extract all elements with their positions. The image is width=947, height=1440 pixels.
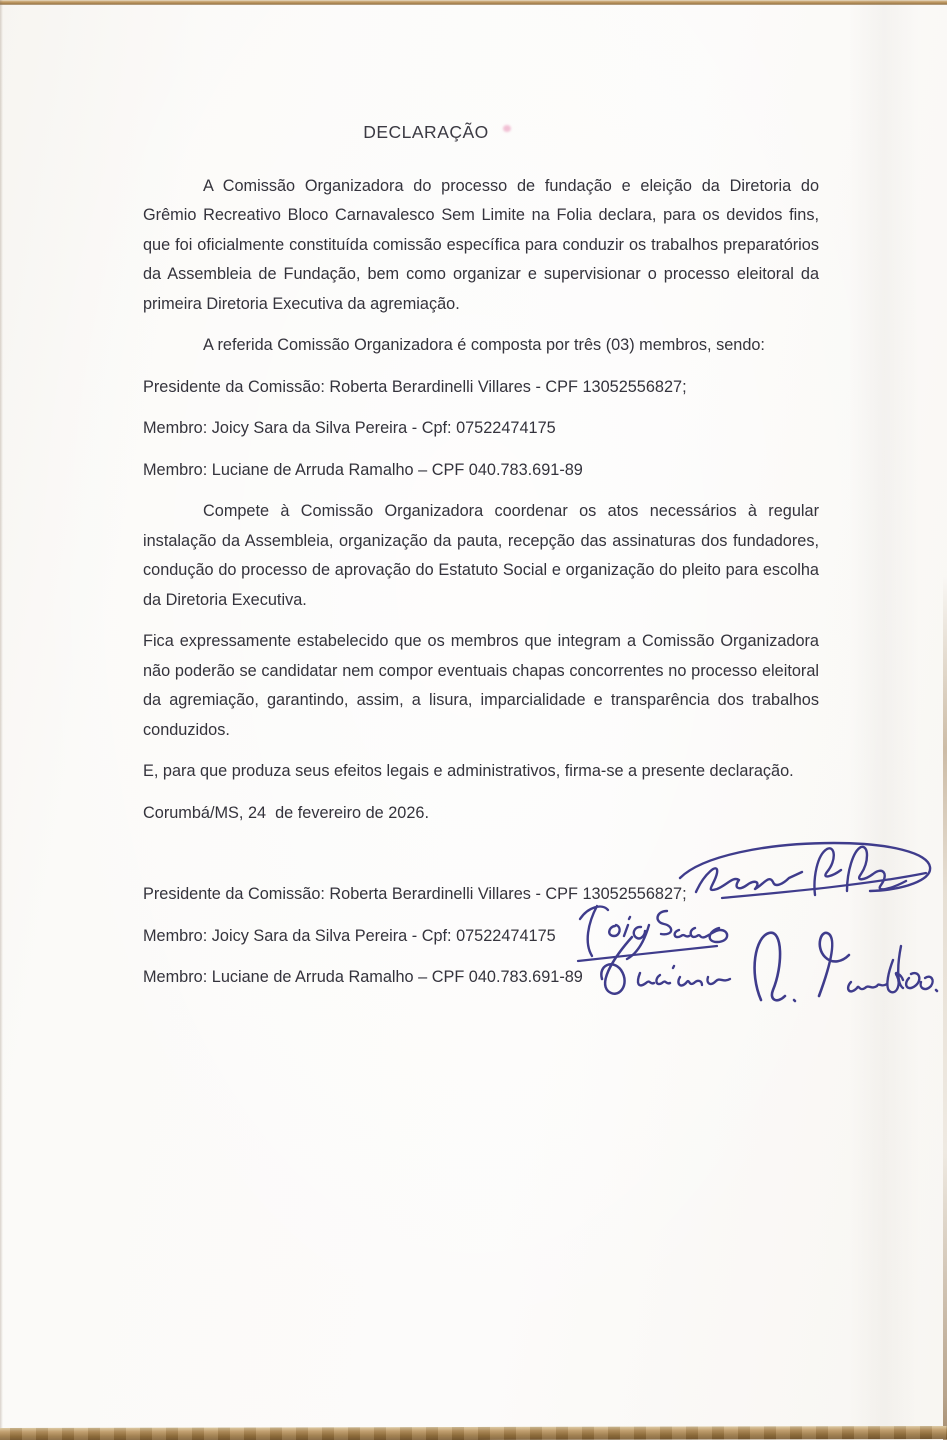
- paragraph-intro: A Comissão Organizadora do processo de fundação e eleição da Diretoria do Grêmio Recreativo Bloco Carnavalesco Sem Limite na Folia declara, para os devidos fins, que foi oficialmente constituída comissão específica para conduzir os trabalhos preparatórios da Assembleia de Fundação, bem como organizar e supervisionar o processo eleitoral da primeira Diretoria Executiva da agremiação.: [143, 176, 819, 313]
- signature-line-joicy: Membro: Joicy Sara da Silva Pereira - Cpf: 07522474175: [143, 926, 556, 945]
- paragraph-fica: Fica expressamente estabelecido que os membros que integram a Comissão Organizadora não poderão se candidatar nem compor eventuais chapas concorrentes no processo eleitoral da agremiação, garantindo, assim, a lisura, imparcialidade e transparência dos trabalhos conduzidos.: [143, 632, 819, 739]
- member-line-president: Presidente da Comissão: Roberta Berardinelli Villares - CPF 13052556827;: [143, 377, 687, 396]
- signature-line-luciane: Membro: Luciane de Arruda Ramalho – CPF 040.783.691-89: [143, 968, 583, 986]
- scan-edge-bottom-table: [0, 1426, 947, 1440]
- scan-edge-top: [0, 0, 947, 5]
- scan-edge-right: [943, 0, 947, 1440]
- document-title: [88, 118, 764, 148]
- document-content: [143, 118, 819, 1005]
- document-title-text: DECLARAÇÃO: [363, 122, 489, 142]
- member-line-joicy: Membro: Joicy Sara da Silva Pereira - Cpf: 07522474175: [143, 419, 556, 437]
- paragraph-compete: Compete à Comissão Organizadora coordenar os atos necessários à regular instalação da Assembleia, organização da pauta, recepção das assinaturas dos fundadores, condução do processo de aprovação do Estatuto Social e organização do pleito para escolha da Diretoria Executiva.: [143, 502, 819, 609]
- paragraph-members-intro: A referida Comissão Organizadora é composta por três (03) membros, sendo:: [203, 336, 765, 354]
- member-line-luciane: Membro: Luciane de Arruda Ramalho – CPF 040.783.691-89: [143, 460, 583, 479]
- signature-line-president: Presidente da Comissão: Roberta Berardinelli Villares - CPF 13052556827;: [143, 885, 687, 903]
- date-place-line: Corumbá/MS, 24 de fevereiro de 2026.: [143, 803, 429, 822]
- scan-edge-left: [0, 0, 3, 1440]
- pink-smudge-mark: [503, 125, 511, 132]
- paper-fold-shadow: [849, 0, 919, 1440]
- paragraph-closing: E, para que produza seus efeitos legais e administrativos, firma-se a presente declaração.: [143, 762, 794, 780]
